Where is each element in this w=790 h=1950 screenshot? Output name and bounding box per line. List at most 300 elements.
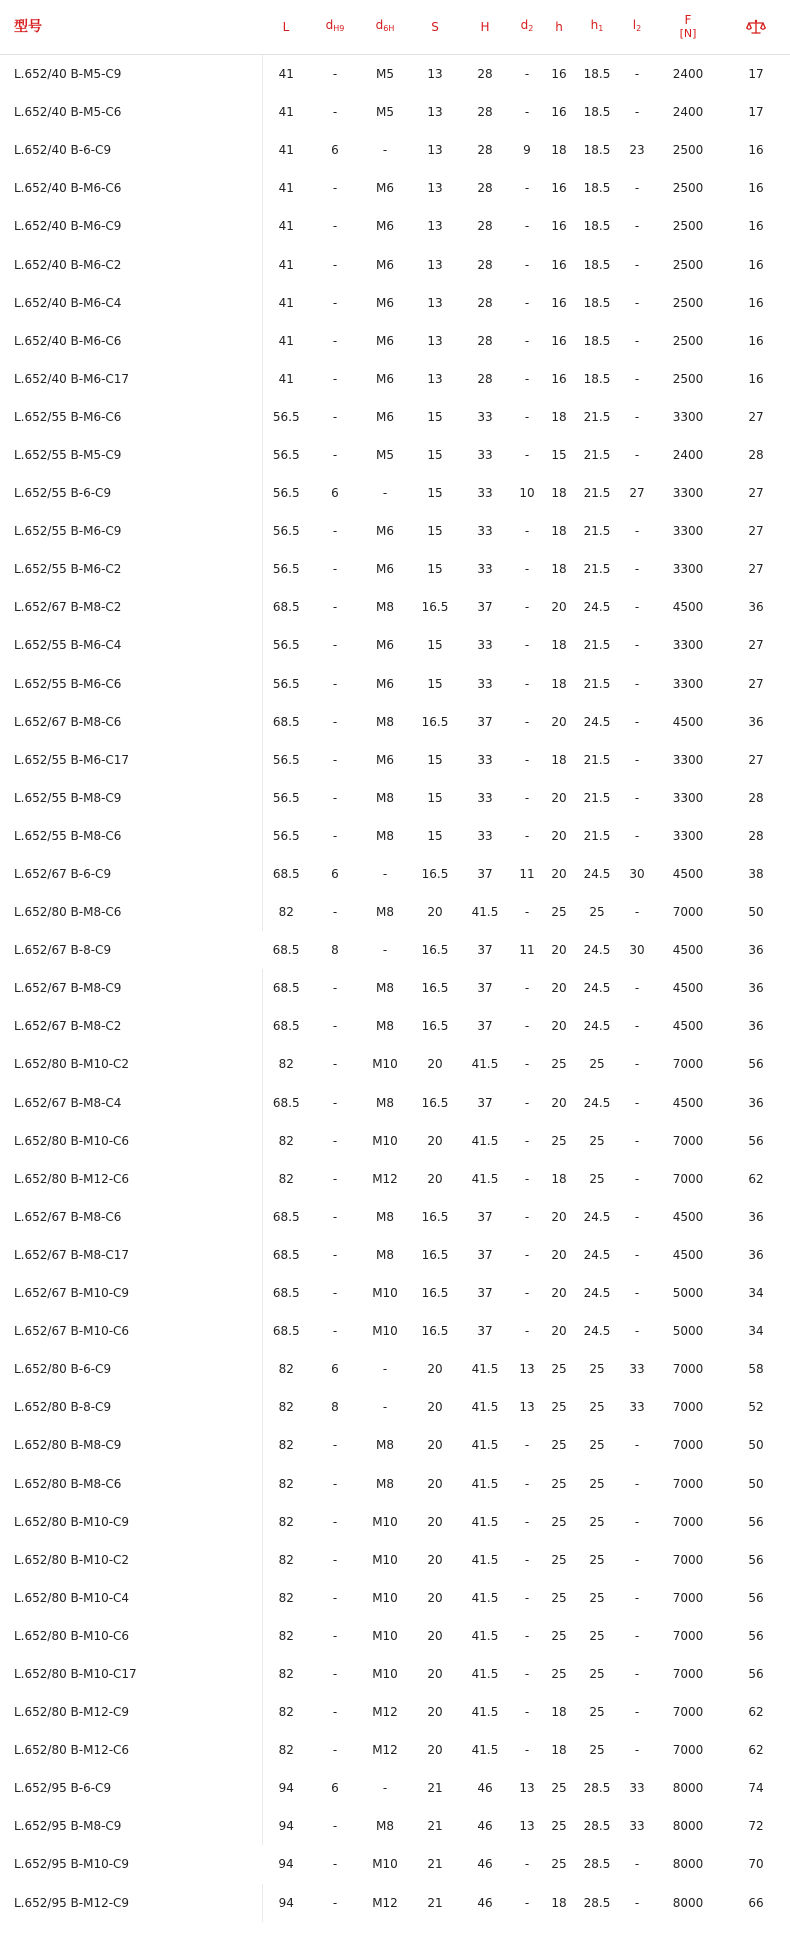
table-row xyxy=(0,322,790,360)
cell-l2: - xyxy=(634,1171,640,1186)
cell-h: 16 xyxy=(551,257,567,272)
cell-H: 33 xyxy=(477,447,493,462)
cell-d2: 13 xyxy=(519,1781,535,1796)
cell-h: 25 xyxy=(551,1400,567,1415)
cell-S: 20 xyxy=(427,1743,443,1758)
table-row xyxy=(0,284,790,322)
cell-l2: - xyxy=(634,638,640,653)
cell-F: 7000 xyxy=(672,1438,704,1453)
table-row xyxy=(0,1807,790,1845)
cell-H: 33 xyxy=(477,828,493,843)
cell-h1: 25 xyxy=(589,1476,605,1491)
cell-L: 82 xyxy=(278,1400,294,1415)
cell-F: 3300 xyxy=(672,486,704,501)
table-row xyxy=(0,1693,790,1731)
cell-dH9: - xyxy=(332,1438,338,1453)
cell-L: 82 xyxy=(278,1743,294,1758)
cell-l2: - xyxy=(634,1057,640,1072)
cell-model: L.652/55 B-M6-C4 xyxy=(0,626,262,664)
cell-F: 4500 xyxy=(672,981,704,996)
cell-h: 20 xyxy=(551,1286,567,1301)
cell-model: L.652/67 B-M8-C6 xyxy=(0,703,262,741)
cell-d2: - xyxy=(524,1324,530,1339)
cell-l2: - xyxy=(634,828,640,843)
cell-F: 3300 xyxy=(672,752,704,767)
cell-d2: - xyxy=(524,790,530,805)
cell-h1: 21.5 xyxy=(583,409,611,424)
cell-L: 56.5 xyxy=(272,486,300,501)
cell-L: 82 xyxy=(278,1590,294,1605)
cell-dH9: - xyxy=(332,447,338,462)
cell-S: 16.5 xyxy=(421,981,449,996)
cell-L: 82 xyxy=(278,1476,294,1491)
cell-dH9: 6 xyxy=(331,143,339,158)
cell-L: 82 xyxy=(278,1552,294,1567)
cell-L: 56.5 xyxy=(272,447,300,462)
cell-d2: - xyxy=(524,257,530,272)
cell-h: 20 xyxy=(551,828,567,843)
cell-F: 8000 xyxy=(672,1895,704,1910)
cell-H: 33 xyxy=(477,752,493,767)
cell-d6H: M8 xyxy=(376,1819,394,1834)
header-row xyxy=(0,0,790,55)
cell-d2: - xyxy=(524,676,530,691)
cell-dH9: 6 xyxy=(331,1362,339,1377)
cell-weight: 62 xyxy=(748,1705,764,1720)
cell-h: 16 xyxy=(551,67,567,82)
cell-dH9: - xyxy=(332,905,338,920)
cell-h1: 24.5 xyxy=(583,1286,611,1301)
cell-F: 7000 xyxy=(672,1514,704,1529)
cell-weight: 56 xyxy=(748,1552,764,1567)
cell-L: 82 xyxy=(278,905,294,920)
header-h1: $h_1$ xyxy=(574,0,620,55)
cell-S: 20 xyxy=(427,1628,443,1643)
cell-l2: - xyxy=(634,1324,640,1339)
cell-h1: 18.5 xyxy=(583,143,611,158)
cell-l2: 33 xyxy=(629,1781,645,1796)
cell-F: 4500 xyxy=(672,1209,704,1224)
cell-model: L.652/40 B-M6-C2 xyxy=(0,245,262,283)
cell-S: 20 xyxy=(427,1171,443,1186)
table-row xyxy=(0,1350,790,1388)
cell-h1: 25 xyxy=(589,1438,605,1453)
cell-weight: 72 xyxy=(748,1819,764,1834)
cell-weight: 16 xyxy=(748,181,764,196)
cell-H: 28 xyxy=(477,371,493,386)
cell-d2: - xyxy=(524,1476,530,1491)
cell-L: 94 xyxy=(278,1895,294,1910)
cell-dH9: - xyxy=(332,181,338,196)
cell-d2: 11 xyxy=(519,867,535,882)
cell-F: 2400 xyxy=(672,447,704,462)
cell-L: 94 xyxy=(278,1857,294,1872)
cell-L: 56.5 xyxy=(272,828,300,843)
table-row xyxy=(0,1769,790,1807)
table-row xyxy=(0,1464,790,1502)
cell-d2: - xyxy=(524,1857,530,1872)
cell-h1: 18.5 xyxy=(583,333,611,348)
cell-d2: - xyxy=(524,447,530,462)
cell-dH9: - xyxy=(332,1057,338,1072)
cell-dH9: - xyxy=(332,1857,338,1872)
cell-weight: 27 xyxy=(748,486,764,501)
cell-L: 68.5 xyxy=(272,714,300,729)
cell-F: 4500 xyxy=(672,867,704,882)
table-row xyxy=(0,893,790,931)
cell-h: 20 xyxy=(551,1324,567,1339)
cell-H: 41.5 xyxy=(471,1400,499,1415)
table-row xyxy=(0,436,790,474)
table-row xyxy=(0,1884,790,1922)
cell-H: 28 xyxy=(477,105,493,120)
cell-H: 41.5 xyxy=(471,1590,499,1605)
cell-d2: - xyxy=(524,1286,530,1301)
cell-h1: 28.5 xyxy=(583,1895,611,1910)
table-row xyxy=(0,1236,790,1274)
cell-d6H: M5 xyxy=(376,447,394,462)
cell-L: 56.5 xyxy=(272,676,300,691)
cell-h1: 21.5 xyxy=(583,676,611,691)
cell-d6H: M6 xyxy=(376,371,394,386)
cell-model: L.652/40 B-M5-C9 xyxy=(0,55,262,94)
cell-d2: - xyxy=(524,67,530,82)
cell-model: L.652/80 B-M8-C6 xyxy=(0,1464,262,1502)
table-row xyxy=(0,817,790,855)
cell-dH9: - xyxy=(332,1743,338,1758)
cell-h1: 25 xyxy=(589,1171,605,1186)
cell-model: L.652/55 B-M8-C9 xyxy=(0,779,262,817)
cell-h: 25 xyxy=(551,1438,567,1453)
cell-weight: 34 xyxy=(748,1286,764,1301)
table-row xyxy=(0,1388,790,1426)
table-row xyxy=(0,1274,790,1312)
cell-h1: 18.5 xyxy=(583,105,611,120)
cell-H: 28 xyxy=(477,295,493,310)
table-row xyxy=(0,55,790,94)
cell-H: 37 xyxy=(477,714,493,729)
cell-weight: 16 xyxy=(748,371,764,386)
cell-H: 41.5 xyxy=(471,1476,499,1491)
cell-d2: - xyxy=(524,600,530,615)
cell-L: 82 xyxy=(278,1705,294,1720)
table-row xyxy=(0,1122,790,1160)
cell-L: 68.5 xyxy=(272,1095,300,1110)
cell-H: 41.5 xyxy=(471,1705,499,1720)
cell-L: 68.5 xyxy=(272,1247,300,1262)
cell-h: 20 xyxy=(551,714,567,729)
cell-h: 18 xyxy=(551,524,567,539)
cell-l2: - xyxy=(634,371,640,386)
cell-model: L.652/67 B-M8-C9 xyxy=(0,969,262,1007)
table-row xyxy=(0,665,790,703)
table-row xyxy=(0,1845,790,1883)
cell-dH9: - xyxy=(332,981,338,996)
cell-F: 7000 xyxy=(672,1171,704,1186)
cell-l2: - xyxy=(634,1095,640,1110)
cell-S: 21 xyxy=(427,1819,443,1834)
cell-L: 82 xyxy=(278,1133,294,1148)
cell-d6H: M10 xyxy=(372,1590,398,1605)
cell-S: 20 xyxy=(427,905,443,920)
cell-model: L.652/55 B-M6-C6 xyxy=(0,665,262,703)
table-row xyxy=(0,1579,790,1617)
cell-L: 82 xyxy=(278,1628,294,1643)
cell-L: 82 xyxy=(278,1057,294,1072)
cell-h1: 21.5 xyxy=(583,486,611,501)
cell-H: 33 xyxy=(477,790,493,805)
cell-model: L.652/67 B-6-C9 xyxy=(0,855,262,893)
cell-h1: 21.5 xyxy=(583,790,611,805)
table-row xyxy=(0,474,790,512)
cell-S: 15 xyxy=(427,752,443,767)
cell-l2: - xyxy=(634,1590,640,1605)
cell-S: 16.5 xyxy=(421,943,449,958)
cell-h: 20 xyxy=(551,867,567,882)
header-L: L xyxy=(262,0,310,55)
cell-S: 20 xyxy=(427,1057,443,1072)
cell-d6H: M10 xyxy=(372,1666,398,1681)
cell-F: 4500 xyxy=(672,943,704,958)
cell-l2: 33 xyxy=(629,1362,645,1377)
cell-l2: 30 xyxy=(629,867,645,882)
cell-d6H: M5 xyxy=(376,67,394,82)
cell-d2: - xyxy=(524,333,530,348)
table-row xyxy=(0,512,790,550)
cell-S: 20 xyxy=(427,1666,443,1681)
header-F-unit: [N] xyxy=(679,27,697,40)
cell-d2: - xyxy=(524,524,530,539)
cell-L: 68.5 xyxy=(272,981,300,996)
cell-S: 13 xyxy=(427,295,443,310)
cell-model: L.652/80 B-M12-C9 xyxy=(0,1693,262,1731)
table-row xyxy=(0,855,790,893)
cell-L: 82 xyxy=(278,1362,294,1377)
cell-F: 2500 xyxy=(672,257,704,272)
cell-S: 20 xyxy=(427,1552,443,1567)
cell-model: L.652/40 B-M6-C6 xyxy=(0,169,262,207)
cell-l2: 33 xyxy=(629,1400,645,1415)
cell-l2: - xyxy=(634,219,640,234)
cell-h1: 21.5 xyxy=(583,524,611,539)
cell-h: 20 xyxy=(551,1209,567,1224)
cell-dH9: - xyxy=(332,1705,338,1720)
cell-S: 20 xyxy=(427,1133,443,1148)
cell-d2: - xyxy=(524,219,530,234)
cell-weight: 28 xyxy=(748,790,764,805)
cell-F: 7000 xyxy=(672,1552,704,1567)
table-row xyxy=(0,1731,790,1769)
cell-L: 41 xyxy=(278,219,294,234)
cell-dH9: 8 xyxy=(331,1400,339,1415)
table-row xyxy=(0,1045,790,1083)
cell-d2: - xyxy=(524,1438,530,1453)
cell-l2: - xyxy=(634,1133,640,1148)
header-weight xyxy=(722,0,790,55)
cell-weight: 36 xyxy=(748,981,764,996)
cell-weight: 74 xyxy=(748,1781,764,1796)
cell-dH9: - xyxy=(332,1286,338,1301)
cell-L: 82 xyxy=(278,1514,294,1529)
cell-d6H: M8 xyxy=(376,1247,394,1262)
cell-H: 41.5 xyxy=(471,1057,499,1072)
cell-H: 37 xyxy=(477,943,493,958)
table-row xyxy=(0,588,790,626)
cell-h: 25 xyxy=(551,1666,567,1681)
table-row xyxy=(0,626,790,664)
cell-F: 2400 xyxy=(672,105,704,120)
cell-h1: 24.5 xyxy=(583,1019,611,1034)
cell-H: 41.5 xyxy=(471,1628,499,1643)
cell-weight: 36 xyxy=(748,600,764,615)
header-H: H xyxy=(460,0,510,55)
cell-F: 3300 xyxy=(672,562,704,577)
cell-model: L.652/67 B-M8-C2 xyxy=(0,1007,262,1045)
cell-h1: 25 xyxy=(589,1743,605,1758)
cell-d6H: M6 xyxy=(376,752,394,767)
cell-F: 2500 xyxy=(672,295,704,310)
cell-d2: - xyxy=(524,1247,530,1262)
cell-d2: - xyxy=(524,1057,530,1072)
cell-S: 16.5 xyxy=(421,600,449,615)
cell-dH9: - xyxy=(332,638,338,653)
cell-L: 41 xyxy=(278,333,294,348)
header-F: F [N] xyxy=(654,0,722,55)
cell-h: 25 xyxy=(551,1362,567,1377)
cell-h: 16 xyxy=(551,295,567,310)
cell-l2: - xyxy=(634,409,640,424)
cell-model: L.652/55 B-M6-C17 xyxy=(0,741,262,779)
cell-weight: 16 xyxy=(748,257,764,272)
cell-S: 13 xyxy=(427,67,443,82)
cell-d6H: M8 xyxy=(376,1209,394,1224)
cell-H: 33 xyxy=(477,638,493,653)
cell-S: 15 xyxy=(427,638,443,653)
cell-dH9: - xyxy=(332,1095,338,1110)
cell-L: 68.5 xyxy=(272,867,300,882)
cell-model: L.652/95 B-M12-C9 xyxy=(0,1884,262,1922)
header-model: 型号 xyxy=(0,0,262,55)
cell-d6H: M6 xyxy=(376,524,394,539)
cell-model: L.652/40 B-M6-C17 xyxy=(0,360,262,398)
cell-d6H: M8 xyxy=(376,1095,394,1110)
cell-l2: - xyxy=(634,1743,640,1758)
table-row xyxy=(0,1426,790,1464)
cell-h1: 25 xyxy=(589,1666,605,1681)
cell-model: L.652/40 B-M6-C4 xyxy=(0,284,262,322)
cell-d2: 11 xyxy=(519,943,535,958)
cell-dH9: - xyxy=(332,1476,338,1491)
header-l2: $l_2$ xyxy=(620,0,654,55)
cell-F: 7000 xyxy=(672,1743,704,1758)
cell-H: 37 xyxy=(477,981,493,996)
cell-S: 13 xyxy=(427,143,443,158)
cell-F: 5000 xyxy=(672,1324,704,1339)
cell-L: 56.5 xyxy=(272,752,300,767)
cell-H: 41.5 xyxy=(471,1438,499,1453)
cell-dH9: - xyxy=(332,1895,338,1910)
table-row xyxy=(0,1312,790,1350)
cell-h: 25 xyxy=(551,1133,567,1148)
cell-weight: 28 xyxy=(748,447,764,462)
cell-l2: - xyxy=(634,67,640,82)
cell-F: 7000 xyxy=(672,1705,704,1720)
cell-dH9: - xyxy=(332,1247,338,1262)
cell-dH9: 6 xyxy=(331,867,339,882)
cell-H: 37 xyxy=(477,600,493,615)
cell-L: 41 xyxy=(278,143,294,158)
cell-L: 56.5 xyxy=(272,638,300,653)
cell-h: 16 xyxy=(551,371,567,386)
cell-dH9: - xyxy=(332,752,338,767)
cell-h1: 18.5 xyxy=(583,219,611,234)
cell-F: 7000 xyxy=(672,1362,704,1377)
cell-H: 41.5 xyxy=(471,1171,499,1186)
cell-h1: 25 xyxy=(589,1590,605,1605)
cell-h: 25 xyxy=(551,1552,567,1567)
cell-dH9: - xyxy=(332,600,338,615)
cell-d2: - xyxy=(524,1171,530,1186)
cell-d6H: M5 xyxy=(376,105,394,120)
cell-S: 13 xyxy=(427,219,443,234)
cell-H: 33 xyxy=(477,409,493,424)
cell-S: 13 xyxy=(427,333,443,348)
table-body xyxy=(0,55,790,1922)
cell-h1: 18.5 xyxy=(583,371,611,386)
cell-L: 41 xyxy=(278,67,294,82)
cell-dH9: - xyxy=(332,1590,338,1605)
cell-h1: 18.5 xyxy=(583,181,611,196)
cell-d2: - xyxy=(524,181,530,196)
cell-H: 33 xyxy=(477,524,493,539)
cell-h: 18 xyxy=(551,1743,567,1758)
cell-dH9: - xyxy=(332,1171,338,1186)
cell-model: L.652/55 B-M6-C9 xyxy=(0,512,262,550)
cell-h: 25 xyxy=(551,1819,567,1834)
cell-S: 16.5 xyxy=(421,867,449,882)
cell-d6H: M6 xyxy=(376,638,394,653)
cell-H: 46 xyxy=(477,1781,493,1796)
cell-dH9: - xyxy=(332,1666,338,1681)
cell-d6H: M12 xyxy=(372,1171,398,1186)
cell-S: 20 xyxy=(427,1514,443,1529)
cell-h: 20 xyxy=(551,600,567,615)
cell-dH9: - xyxy=(332,105,338,120)
table-row xyxy=(0,741,790,779)
cell-d2: - xyxy=(524,1095,530,1110)
cell-d6H: M8 xyxy=(376,905,394,920)
cell-dH9: - xyxy=(332,1133,338,1148)
cell-S: 20 xyxy=(427,1400,443,1415)
cell-F: 7000 xyxy=(672,1476,704,1491)
cell-dH9: - xyxy=(332,67,338,82)
cell-l2: - xyxy=(634,790,640,805)
cell-L: 68.5 xyxy=(272,1286,300,1301)
cell-h: 18 xyxy=(551,409,567,424)
cell-l2: - xyxy=(634,714,640,729)
cell-weight: 50 xyxy=(748,1476,764,1491)
cell-d2: - xyxy=(524,981,530,996)
cell-model: L.652/55 B-M5-C9 xyxy=(0,436,262,474)
cell-dH9: - xyxy=(332,371,338,386)
cell-F: 8000 xyxy=(672,1819,704,1834)
cell-weight: 36 xyxy=(748,1095,764,1110)
cell-weight: 36 xyxy=(748,1209,764,1224)
cell-weight: 58 xyxy=(748,1362,764,1377)
cell-l2: - xyxy=(634,333,640,348)
cell-S: 16.5 xyxy=(421,1095,449,1110)
table-row xyxy=(0,1655,790,1693)
